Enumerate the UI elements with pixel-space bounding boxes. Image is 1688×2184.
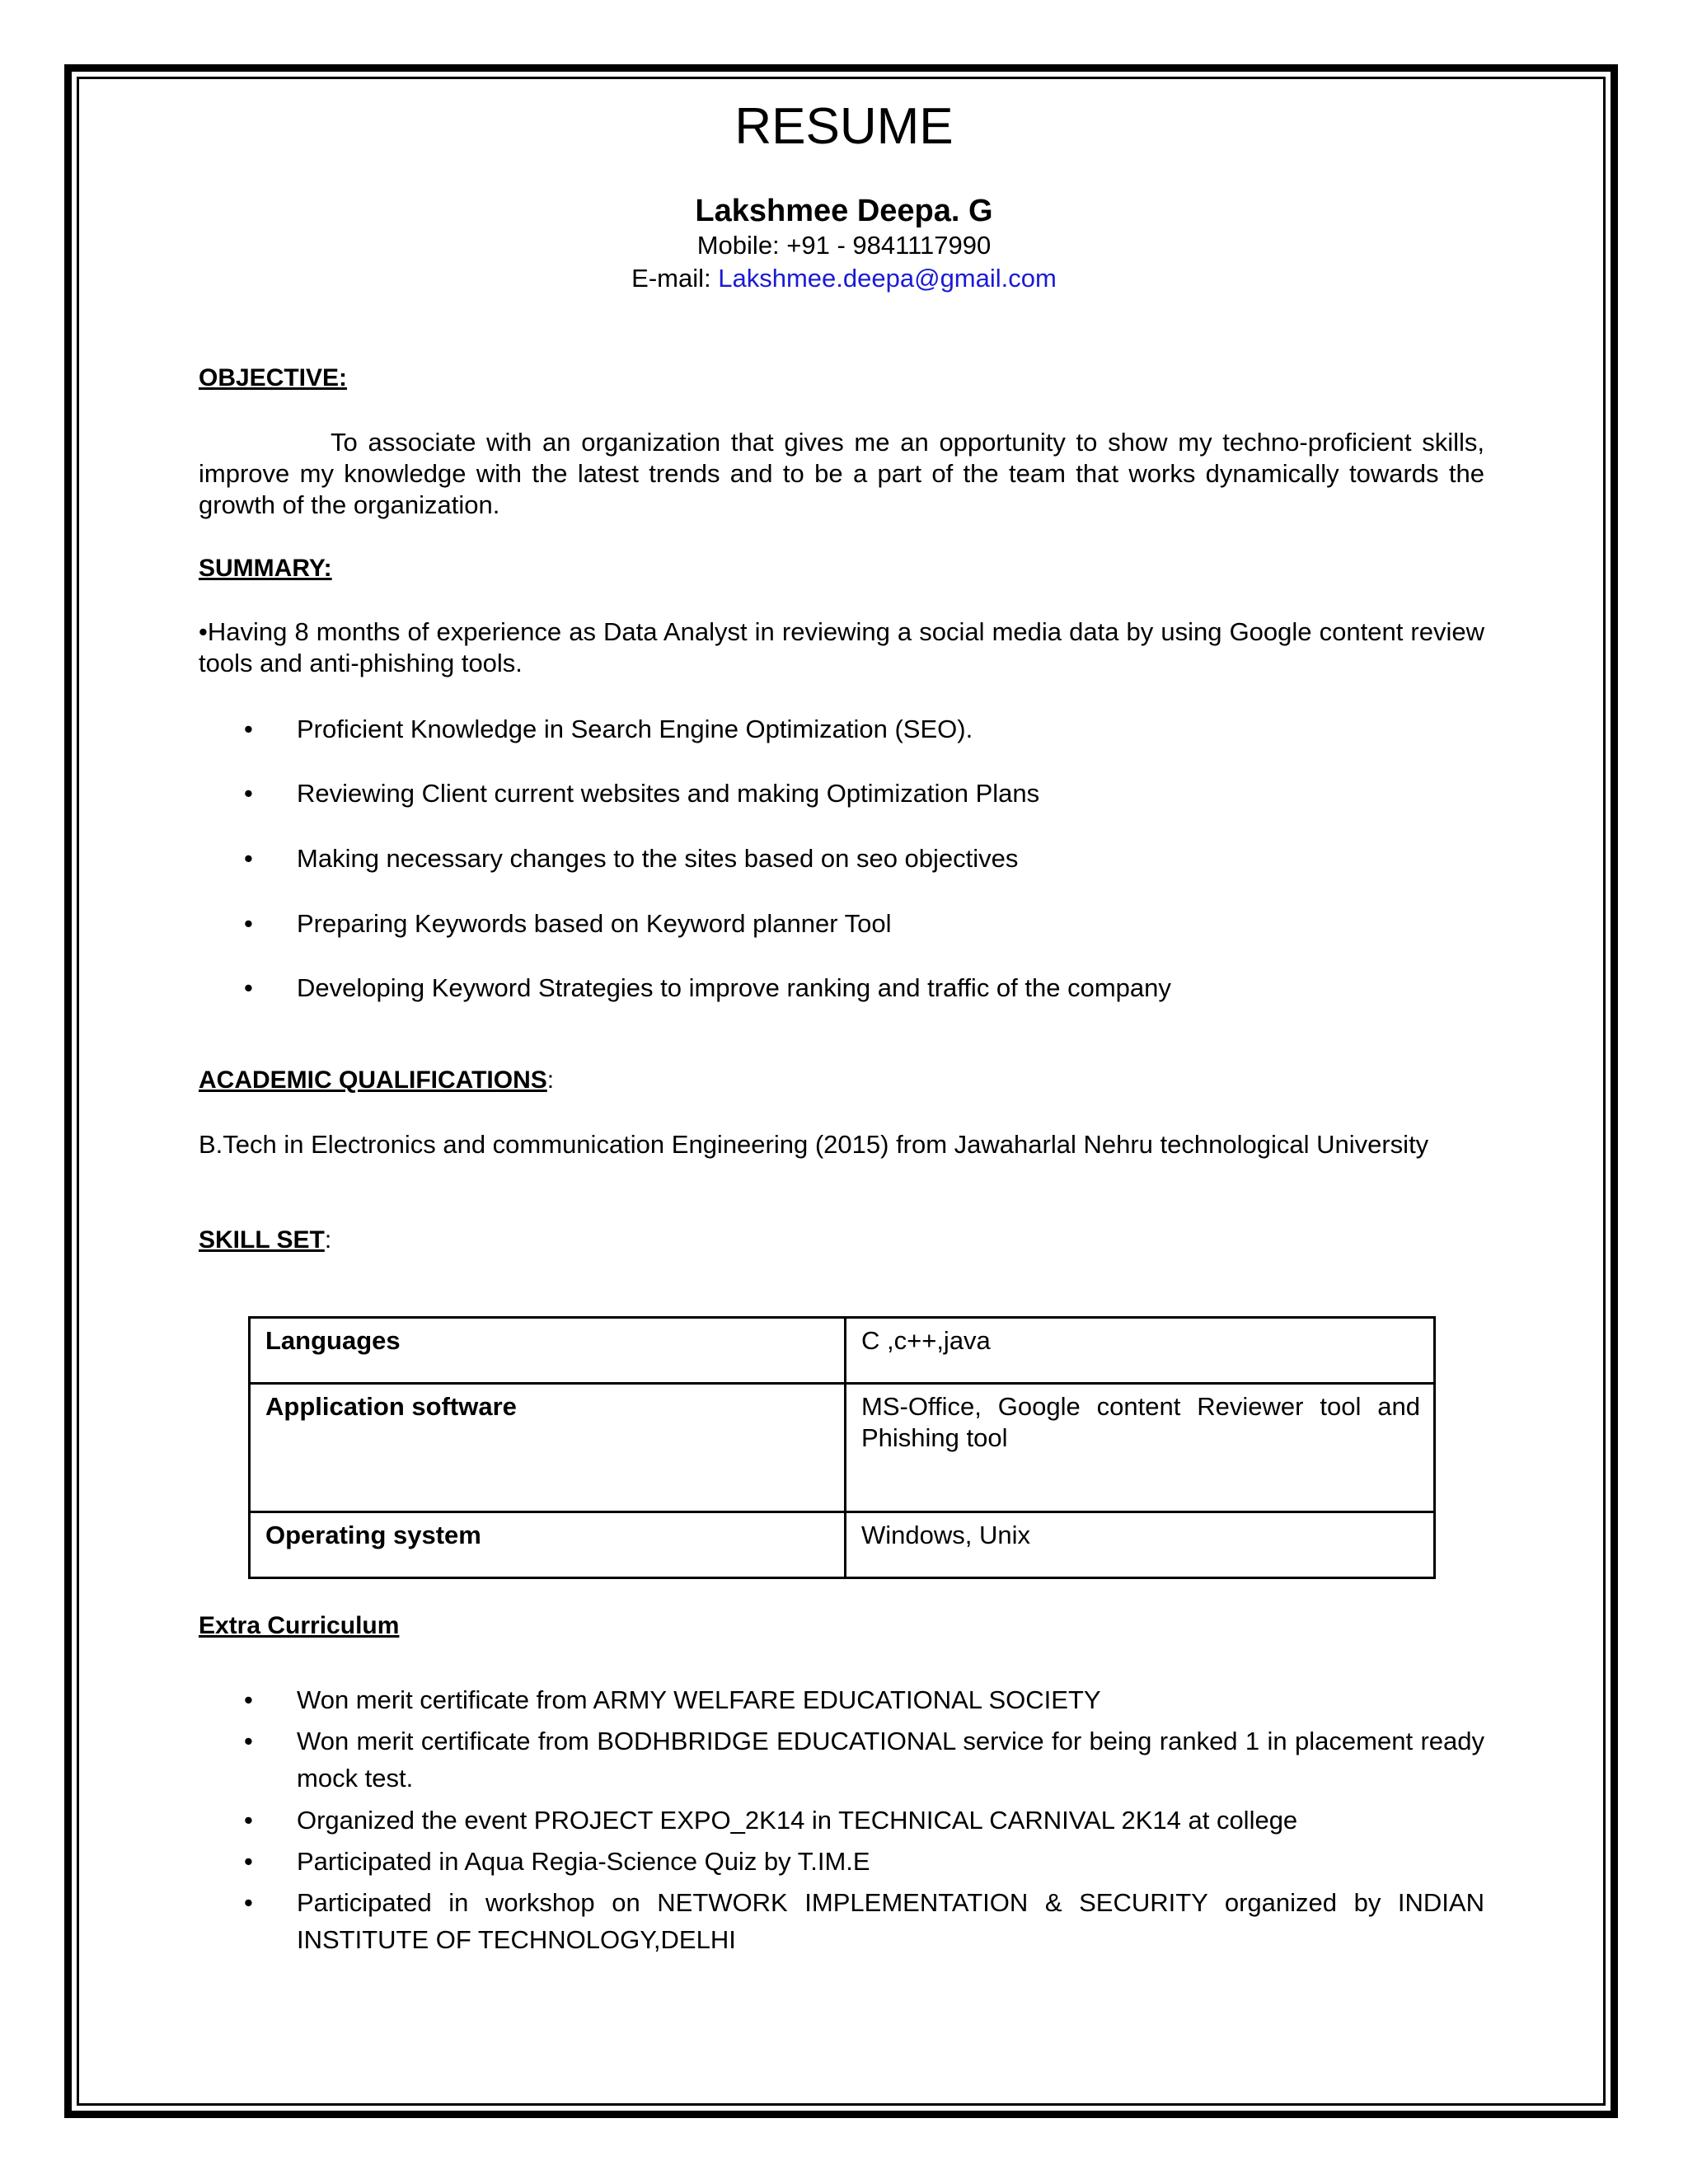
bullet-icon: • bbox=[244, 1727, 253, 1755]
table-row bbox=[250, 1512, 1435, 1578]
skill-value: MS-Office, Google content Reviewer tool and Phishing tool bbox=[846, 1384, 1435, 1512]
extra-heading-text: Extra Curriculum bbox=[199, 1612, 400, 1639]
extra-heading bbox=[199, 1610, 399, 1642]
skill-set-table bbox=[248, 1316, 1436, 1579]
summary-heading bbox=[199, 553, 332, 584]
mobile-number: +91 - 9841117990 bbox=[786, 231, 992, 260]
skill-label: Languages bbox=[250, 1318, 846, 1384]
academic-heading-colon: : bbox=[546, 1066, 555, 1094]
bullet-icon: • bbox=[244, 973, 253, 1002]
mobile-label: Mobile: bbox=[696, 231, 780, 260]
mobile-line bbox=[0, 230, 1688, 261]
bullet-icon: • bbox=[244, 1888, 253, 1917]
skills-heading-text: SKILL SET bbox=[199, 1226, 325, 1254]
bullet-icon: • bbox=[244, 1685, 253, 1714]
bullet-icon: • bbox=[244, 715, 253, 743]
bullet-icon: • bbox=[244, 1847, 253, 1876]
skill-label: Operating system bbox=[250, 1512, 846, 1578]
skills-heading-colon: : bbox=[324, 1226, 332, 1254]
email-label: E-mail: bbox=[631, 264, 711, 293]
table-row bbox=[250, 1384, 1435, 1512]
email-line bbox=[0, 263, 1688, 294]
candidate-name: Lakshmee Deepa. G bbox=[695, 194, 993, 228]
summary-intro: •Having 8 months of experience as Data Analyst in reviewing a social media data by using Google content review tools and anti-phishing tools. bbox=[199, 617, 1484, 677]
academic-heading-text: ACADEMIC QUALIFICATIONS bbox=[199, 1066, 547, 1094]
summary-heading-text: SUMMARY: bbox=[199, 555, 332, 582]
bullet-icon: • bbox=[244, 779, 253, 808]
bullet-icon: • bbox=[244, 909, 253, 938]
objective-text: To associate with an organization that gives me an opportunity to show my techno-proficient skills, improve my knowledge with the latest trends and to be a part of the team that works dynamically towards the growth of the organization. bbox=[199, 428, 1484, 519]
academic-text: B.Tech in Electronics and communication Engineering (2015) from Jawaharlal Nehru technological University bbox=[199, 1130, 1429, 1159]
skill-value: C ,c++,java bbox=[846, 1318, 1435, 1384]
skill-value: Windows, Unix bbox=[846, 1512, 1435, 1578]
skills-heading bbox=[199, 1225, 331, 1256]
academic-heading bbox=[199, 1065, 554, 1096]
resume-title: RESUME bbox=[734, 98, 954, 155]
skill-label: Application software bbox=[250, 1384, 846, 1512]
bullet-icon: • bbox=[244, 844, 253, 873]
table-row bbox=[250, 1318, 1435, 1384]
objective-heading bbox=[199, 363, 347, 394]
objective-heading-text: OBJECTIVE: bbox=[199, 364, 348, 391]
bullet-icon: • bbox=[244, 1806, 253, 1835]
email-link[interactable]: Lakshmee.deepa@gmail.com bbox=[718, 264, 1057, 293]
